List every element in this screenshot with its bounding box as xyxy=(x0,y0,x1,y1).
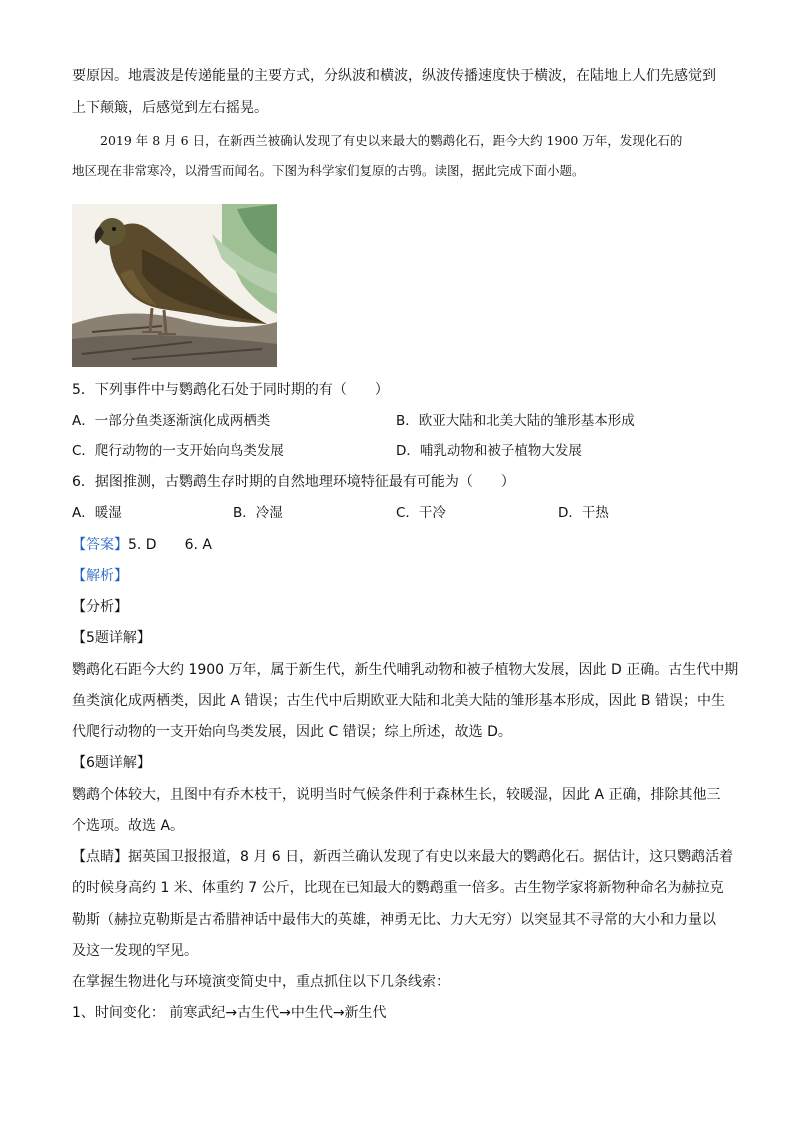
intro-line-2: 上下颠簸，后感觉到左右摇晃。 xyxy=(72,100,268,116)
clue-1: 1、时间变化： 前寒武纪→古生代→中生代→新生代 xyxy=(72,1005,387,1021)
q6-detail-line-2: 个选项。故选 A。 xyxy=(72,818,185,834)
q6-option-c: C．干冷 xyxy=(396,505,446,521)
q5-detail-label: 【5题详解】 xyxy=(72,630,151,646)
dianjing-text-1: 据英国卫报报道，8 月 6 日，新西兰确认发现了有史以来最大的鹦鹉化石。据估计，这只鹦鹉活着 xyxy=(128,849,734,865)
answer-line xyxy=(72,535,212,555)
q5-option-a: A．一部分鱼类逐渐演化成两栖类 xyxy=(72,413,271,429)
passage-line-2: 地区现在非常寒冷，以滑雪而闻名。下图为科学家们复原的古鸮。读图，据此完成下面小题。 xyxy=(72,163,585,178)
dianjing-line-1 xyxy=(72,847,733,867)
q5-detail-line-2: 鱼类演化成两栖类，因此 A 错误；古生代中后期欧亚大陆和北美大陆的雏形基本形成，因此 B 错误；中生 xyxy=(72,693,725,709)
dianjing-line-2: 的时候身高约 1 米、体重约 7 公斤，比现在已知最大的鹦鹉重一倍多。古生物学家将新物种命名为赫拉克 xyxy=(72,880,724,896)
q5-detail-line-3: 代爬行动物的一支开始向鸟类发展，因此 C 错误；综上所述，故选 D。 xyxy=(72,724,512,740)
question-6-stem: 6．据图推测，古鹦鹉生存时期的自然地理环境特征最有可能为（ ） xyxy=(72,474,515,490)
analysis-label: 【解析】 xyxy=(72,568,128,584)
q5-detail-line-1: 鹦鹉化石距今大约 1900 万年，属于新生代，新生代哺乳动物和被子植物大发展，因此 D 正确。古生代中期 xyxy=(72,662,739,678)
q5-option-b: B．欧亚大陆和北美大陆的雏形基本形成 xyxy=(396,413,635,429)
answer-text: 5. D 6. A xyxy=(128,537,212,553)
dianjing-line-4: 及这一发现的罕见。 xyxy=(72,943,198,959)
q6-option-a: A．暖湿 xyxy=(72,505,122,521)
dianjing-line-3: 勒斯（赫拉克勒斯是古希腊神话中最伟大的英雄，神勇无比、力大无穷）以突显其不寻常的大小和力量以 xyxy=(72,912,716,928)
intro-line-1: 要原因。地震波是传递能量的主要方式，分纵波和横波，纵波传播速度快于横波，在陆地上人们先感觉到 xyxy=(72,68,716,84)
q5-option-c: C．爬行动物的一支开始向鸟类发展 xyxy=(72,443,284,459)
question-5-stem: 5．下列事件中与鹦鹉化石处于同时期的有（ ） xyxy=(72,382,389,398)
dianjing-label: 【点睛】 xyxy=(72,849,128,865)
q6-option-b: B．冷湿 xyxy=(233,505,283,521)
q6-detail-line-1: 鹦鹉个体较大，且图中有乔木枝干，说明当时气候条件利于森林生长，较暖湿，因此 A 正确，排除其他三 xyxy=(72,787,721,803)
answer-label: 【答案】 xyxy=(72,537,128,553)
clue-intro: 在掌握生物进化与环境演变简史中，重点抓住以下几条线索： xyxy=(72,974,450,990)
q6-option-d: D．干热 xyxy=(558,505,609,521)
fenxi-label: 【分析】 xyxy=(72,599,128,615)
passage-line-1: 2019 年 8 月 6 日，在新西兰被确认发现了有史以来最大的鹦鹉化石，距今大约 1900 万年，发现化石的 xyxy=(100,133,683,148)
q5-option-d: D．哺乳动物和被子植物大发展 xyxy=(396,443,582,459)
q6-detail-label: 【6题详解】 xyxy=(72,755,151,771)
parrot-illustration xyxy=(72,204,277,367)
